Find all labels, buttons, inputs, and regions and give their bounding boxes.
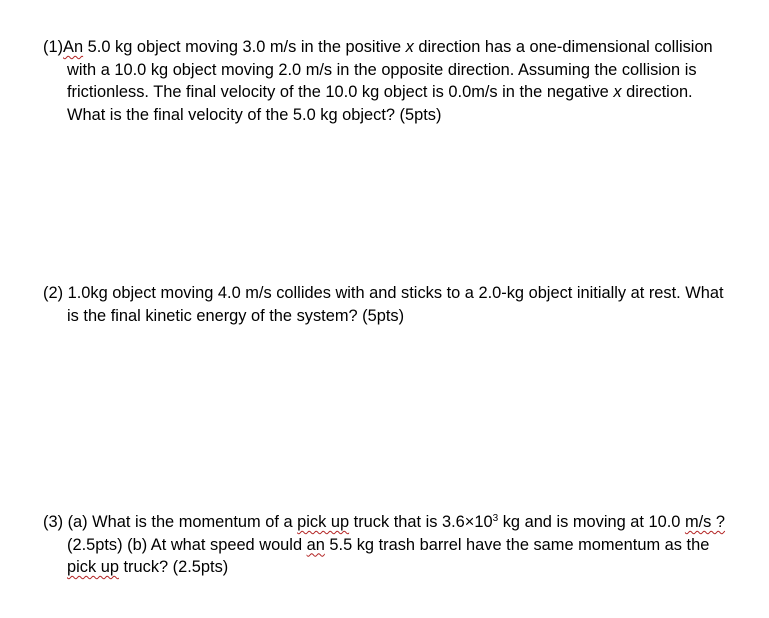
- question-text: truck? (2.5pts): [118, 558, 229, 576]
- question-text: direction has a one-dimensional collision with a 10.0 kg object moving 2.0 m/s in the opposite direction. Assuming the collision is frictionless. The final velocity of the 10.0 kg object is 0.0m/s in the negative: [67, 38, 713, 101]
- spellcheck-word: An: [63, 38, 84, 56]
- exponent: 3: [492, 513, 499, 524]
- question-2: [43, 282, 733, 327]
- question-number: (2): [43, 284, 64, 302]
- question-number: (1): [43, 38, 64, 56]
- question-text: truck that is 3.6×10: [349, 513, 493, 531]
- spellcheck-word: an: [306, 535, 325, 554]
- spellcheck-phrase: pick up: [297, 513, 350, 531]
- variable-x: x: [405, 38, 414, 56]
- variable-x: x: [613, 83, 622, 101]
- spellcheck-phrase: pick up: [67, 558, 119, 576]
- question-text: kg and is moving at 10.0: [498, 513, 685, 531]
- question-1: [43, 36, 733, 126]
- question-text: direction. What is the final velocity of the 5.0 kg object? (5pts): [67, 83, 693, 124]
- question-3: [43, 511, 733, 579]
- question-text: (a) What is the momentum of a: [63, 513, 298, 531]
- spellcheck-phrase: m/s ?: [684, 513, 726, 531]
- question-number: (3): [43, 513, 64, 531]
- question-text: 5.5 kg trash barrel have the same momentum as the: [324, 535, 710, 554]
- question-text: 5.0 kg object moving 3.0 m/s in the positive: [83, 38, 406, 56]
- question-text: (2.5pts) (b) At what speed would: [67, 535, 307, 554]
- question-text: 1.0kg object moving 4.0 m/s collides with and sticks to a 2.0-kg object initially at rest. What is the final kinetic energy of the system? (5pts): [63, 284, 724, 325]
